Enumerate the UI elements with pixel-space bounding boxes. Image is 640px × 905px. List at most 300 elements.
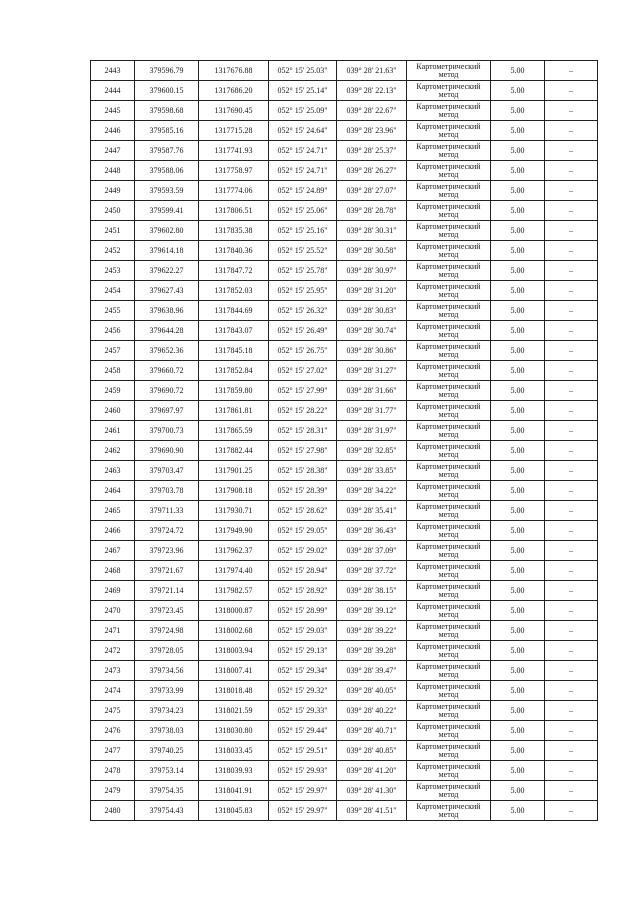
- method-cell: Картометрический метод: [407, 261, 491, 281]
- longitude-cell: 039° 28' 22.67": [337, 101, 407, 121]
- y-coordinate-cell: 1317861.81: [199, 401, 269, 421]
- accuracy-cell: 5.00: [491, 181, 545, 201]
- table-row: [91, 621, 598, 641]
- point-number-cell: 2452: [91, 241, 135, 261]
- longitude-cell: 039° 28' 23.96": [337, 121, 407, 141]
- method-cell: Картометрический метод: [407, 721, 491, 741]
- y-coordinate-cell: 1317844.69: [199, 301, 269, 321]
- x-coordinate-cell: 379738.03: [135, 721, 199, 741]
- note-cell: –: [545, 421, 598, 441]
- accuracy-cell: 5.00: [491, 161, 545, 181]
- method-cell: Картометрический метод: [407, 541, 491, 561]
- longitude-cell: 039° 28' 40.71": [337, 721, 407, 741]
- y-coordinate-cell: 1318030.80: [199, 721, 269, 741]
- latitude-cell: 052° 15' 25.06": [269, 201, 337, 221]
- y-coordinate-cell: 1317930.71: [199, 501, 269, 521]
- latitude-cell: 052° 15' 28.38": [269, 461, 337, 481]
- method-cell: Картометрический метод: [407, 221, 491, 241]
- accuracy-cell: 5.00: [491, 541, 545, 561]
- point-number-cell: 2454: [91, 281, 135, 301]
- longitude-cell: 039° 28' 40.85": [337, 741, 407, 761]
- y-coordinate-cell: 1317982.57: [199, 581, 269, 601]
- table-row: [91, 761, 598, 781]
- latitude-cell: 052° 15' 26.49": [269, 321, 337, 341]
- x-coordinate-cell: 379724.72: [135, 521, 199, 541]
- note-cell: –: [545, 461, 598, 481]
- note-cell: –: [545, 541, 598, 561]
- method-cell: Картометрический метод: [407, 641, 491, 661]
- latitude-cell: 052° 15' 28.94": [269, 561, 337, 581]
- method-cell: Картометрический метод: [407, 761, 491, 781]
- latitude-cell: 052° 15' 27.02": [269, 361, 337, 381]
- y-coordinate-cell: 1318002.68: [199, 621, 269, 641]
- accuracy-cell: 5.00: [491, 381, 545, 401]
- latitude-cell: 052° 15' 28.22": [269, 401, 337, 421]
- table-row: [91, 661, 598, 681]
- point-number-cell: 2464: [91, 481, 135, 501]
- table-row: [91, 541, 598, 561]
- note-cell: –: [545, 581, 598, 601]
- point-number-cell: 2458: [91, 361, 135, 381]
- table-row: [91, 321, 598, 341]
- note-cell: –: [545, 441, 598, 461]
- note-cell: –: [545, 681, 598, 701]
- table-row: [91, 241, 598, 261]
- y-coordinate-cell: 1317741.93: [199, 141, 269, 161]
- note-cell: –: [545, 521, 598, 541]
- method-cell: Картометрический метод: [407, 621, 491, 641]
- method-cell: Картометрический метод: [407, 681, 491, 701]
- point-number-cell: 2465: [91, 501, 135, 521]
- point-number-cell: 2466: [91, 521, 135, 541]
- note-cell: –: [545, 101, 598, 121]
- table-row: [91, 741, 598, 761]
- note-cell: –: [545, 301, 598, 321]
- x-coordinate-cell: 379753.14: [135, 761, 199, 781]
- accuracy-cell: 5.00: [491, 401, 545, 421]
- note-cell: –: [545, 361, 598, 381]
- point-number-cell: 2453: [91, 261, 135, 281]
- table-row: [91, 221, 598, 241]
- table-row: [91, 141, 598, 161]
- point-number-cell: 2471: [91, 621, 135, 641]
- point-number-cell: 2444: [91, 81, 135, 101]
- point-number-cell: 2449: [91, 181, 135, 201]
- note-cell: –: [545, 261, 598, 281]
- method-cell: Картометрический метод: [407, 581, 491, 601]
- point-number-cell: 2473: [91, 661, 135, 681]
- accuracy-cell: 5.00: [491, 261, 545, 281]
- accuracy-cell: 5.00: [491, 101, 545, 121]
- longitude-cell: 039° 28' 41.30": [337, 781, 407, 801]
- method-cell: Картометрический метод: [407, 601, 491, 621]
- accuracy-cell: 5.00: [491, 61, 545, 81]
- point-number-cell: 2479: [91, 781, 135, 801]
- x-coordinate-cell: 379728.05: [135, 641, 199, 661]
- x-coordinate-cell: 379585.16: [135, 121, 199, 141]
- longitude-cell: 039° 28' 41.51": [337, 801, 407, 821]
- x-coordinate-cell: 379627.43: [135, 281, 199, 301]
- point-number-cell: 2477: [91, 741, 135, 761]
- x-coordinate-cell: 379600.15: [135, 81, 199, 101]
- latitude-cell: 052° 15' 25.52": [269, 241, 337, 261]
- latitude-cell: 052° 15' 29.97": [269, 801, 337, 821]
- x-coordinate-cell: 379721.67: [135, 561, 199, 581]
- accuracy-cell: 5.00: [491, 561, 545, 581]
- accuracy-cell: 5.00: [491, 581, 545, 601]
- point-number-cell: 2461: [91, 421, 135, 441]
- point-number-cell: 2478: [91, 761, 135, 781]
- note-cell: –: [545, 501, 598, 521]
- point-number-cell: 2469: [91, 581, 135, 601]
- point-number-cell: 2480: [91, 801, 135, 821]
- table-row: [91, 441, 598, 461]
- latitude-cell: 052° 15' 28.99": [269, 601, 337, 621]
- note-cell: –: [545, 121, 598, 141]
- note-cell: –: [545, 81, 598, 101]
- latitude-cell: 052° 15' 29.03": [269, 621, 337, 641]
- method-cell: Картометрический метод: [407, 121, 491, 141]
- accuracy-cell: 5.00: [491, 201, 545, 221]
- x-coordinate-cell: 379652.36: [135, 341, 199, 361]
- accuracy-cell: 5.00: [491, 501, 545, 521]
- accuracy-cell: 5.00: [491, 521, 545, 541]
- latitude-cell: 052° 15' 28.62": [269, 501, 337, 521]
- method-cell: Картометрический метод: [407, 661, 491, 681]
- latitude-cell: 052° 15' 24.71": [269, 141, 337, 161]
- latitude-cell: 052° 15' 27.98": [269, 441, 337, 461]
- y-coordinate-cell: 1318045.83: [199, 801, 269, 821]
- note-cell: –: [545, 221, 598, 241]
- y-coordinate-cell: 1317845.18: [199, 341, 269, 361]
- longitude-cell: 039° 28' 30.86": [337, 341, 407, 361]
- accuracy-cell: 5.00: [491, 641, 545, 661]
- accuracy-cell: 5.00: [491, 681, 545, 701]
- point-number-cell: 2472: [91, 641, 135, 661]
- y-coordinate-cell: 1317852.84: [199, 361, 269, 381]
- x-coordinate-cell: 379734.23: [135, 701, 199, 721]
- longitude-cell: 039° 28' 36.43": [337, 521, 407, 541]
- note-cell: –: [545, 641, 598, 661]
- table-row: [91, 601, 598, 621]
- accuracy-cell: 5.00: [491, 321, 545, 341]
- accuracy-cell: 5.00: [491, 241, 545, 261]
- longitude-cell: 039° 28' 33.85": [337, 461, 407, 481]
- x-coordinate-cell: 379711.33: [135, 501, 199, 521]
- latitude-cell: 052° 15' 29.97": [269, 781, 337, 801]
- table-row: [91, 341, 598, 361]
- longitude-cell: 039° 28' 30.97": [337, 261, 407, 281]
- longitude-cell: 039° 28' 31.27": [337, 361, 407, 381]
- y-coordinate-cell: 1317847.72: [199, 261, 269, 281]
- point-number-cell: 2443: [91, 61, 135, 81]
- point-number-cell: 2460: [91, 401, 135, 421]
- note-cell: –: [545, 61, 598, 81]
- latitude-cell: 052° 15' 29.44": [269, 721, 337, 741]
- y-coordinate-cell: 1317882.44: [199, 441, 269, 461]
- longitude-cell: 039° 28' 37.72": [337, 561, 407, 581]
- note-cell: –: [545, 561, 598, 581]
- longitude-cell: 039° 28' 35.41": [337, 501, 407, 521]
- table-row: [91, 721, 598, 741]
- accuracy-cell: 5.00: [491, 281, 545, 301]
- latitude-cell: 052° 15' 26.75": [269, 341, 337, 361]
- latitude-cell: 052° 15' 25.03": [269, 61, 337, 81]
- longitude-cell: 039° 28' 31.97": [337, 421, 407, 441]
- point-number-cell: 2455: [91, 301, 135, 321]
- x-coordinate-cell: 379598.68: [135, 101, 199, 121]
- point-number-cell: 2447: [91, 141, 135, 161]
- point-number-cell: 2470: [91, 601, 135, 621]
- x-coordinate-cell: 379602.80: [135, 221, 199, 241]
- table-row: [91, 361, 598, 381]
- y-coordinate-cell: 1317852.03: [199, 281, 269, 301]
- note-cell: –: [545, 201, 598, 221]
- longitude-cell: 039° 28' 31.77": [337, 401, 407, 421]
- point-number-cell: 2450: [91, 201, 135, 221]
- table-row: [91, 481, 598, 501]
- note-cell: –: [545, 381, 598, 401]
- accuracy-cell: 5.00: [491, 701, 545, 721]
- latitude-cell: 052° 15' 28.92": [269, 581, 337, 601]
- point-number-cell: 2475: [91, 701, 135, 721]
- y-coordinate-cell: 1317949.90: [199, 521, 269, 541]
- method-cell: Картометрический метод: [407, 801, 491, 821]
- note-cell: –: [545, 621, 598, 641]
- x-coordinate-cell: 379724.98: [135, 621, 199, 641]
- accuracy-cell: 5.00: [491, 141, 545, 161]
- method-cell: Картометрический метод: [407, 181, 491, 201]
- point-number-cell: 2446: [91, 121, 135, 141]
- x-coordinate-cell: 379614.18: [135, 241, 199, 261]
- note-cell: –: [545, 661, 598, 681]
- longitude-cell: 039° 28' 31.66": [337, 381, 407, 401]
- longitude-cell: 039° 28' 30.58": [337, 241, 407, 261]
- latitude-cell: 052° 15' 28.31": [269, 421, 337, 441]
- y-coordinate-cell: 1317774.06: [199, 181, 269, 201]
- x-coordinate-cell: 379690.90: [135, 441, 199, 461]
- method-cell: Картометрический метод: [407, 101, 491, 121]
- table-row: [91, 581, 598, 601]
- point-number-cell: 2476: [91, 721, 135, 741]
- y-coordinate-cell: 1317835.38: [199, 221, 269, 241]
- y-coordinate-cell: 1317758.97: [199, 161, 269, 181]
- table-row: [91, 461, 598, 481]
- x-coordinate-cell: 379700.73: [135, 421, 199, 441]
- note-cell: –: [545, 181, 598, 201]
- latitude-cell: 052° 15' 28.39": [269, 481, 337, 501]
- y-coordinate-cell: 1318003.94: [199, 641, 269, 661]
- point-number-cell: 2456: [91, 321, 135, 341]
- method-cell: Картометрический метод: [407, 521, 491, 541]
- table-row: [91, 641, 598, 661]
- table-row: [91, 401, 598, 421]
- x-coordinate-cell: 379734.56: [135, 661, 199, 681]
- y-coordinate-cell: 1318000.87: [199, 601, 269, 621]
- accuracy-cell: 5.00: [491, 301, 545, 321]
- x-coordinate-cell: 379754.43: [135, 801, 199, 821]
- longitude-cell: 039° 28' 30.83": [337, 301, 407, 321]
- accuracy-cell: 5.00: [491, 741, 545, 761]
- method-cell: Картометрический метод: [407, 401, 491, 421]
- y-coordinate-cell: 1317962.37: [199, 541, 269, 561]
- accuracy-cell: 5.00: [491, 621, 545, 641]
- longitude-cell: 039° 28' 40.05": [337, 681, 407, 701]
- y-coordinate-cell: 1318039.93: [199, 761, 269, 781]
- y-coordinate-cell: 1318021.59: [199, 701, 269, 721]
- y-coordinate-cell: 1317859.80: [199, 381, 269, 401]
- table-row: [91, 381, 598, 401]
- table-row: [91, 301, 598, 321]
- longitude-cell: 039° 28' 38.15": [337, 581, 407, 601]
- table-row: [91, 281, 598, 301]
- accuracy-cell: 5.00: [491, 361, 545, 381]
- longitude-cell: 039° 28' 30.31": [337, 221, 407, 241]
- latitude-cell: 052° 15' 26.32": [269, 301, 337, 321]
- note-cell: –: [545, 601, 598, 621]
- coordinates-table: [90, 60, 598, 821]
- note-cell: –: [545, 801, 598, 821]
- latitude-cell: 052° 15' 25.95": [269, 281, 337, 301]
- x-coordinate-cell: 379638.96: [135, 301, 199, 321]
- latitude-cell: 052° 15' 29.34": [269, 661, 337, 681]
- accuracy-cell: 5.00: [491, 81, 545, 101]
- note-cell: –: [545, 161, 598, 181]
- note-cell: –: [545, 481, 598, 501]
- table-row: [91, 81, 598, 101]
- x-coordinate-cell: 379596.79: [135, 61, 199, 81]
- x-coordinate-cell: 379703.78: [135, 481, 199, 501]
- accuracy-cell: 5.00: [491, 721, 545, 741]
- point-number-cell: 2448: [91, 161, 135, 181]
- x-coordinate-cell: 379587.76: [135, 141, 199, 161]
- point-number-cell: 2463: [91, 461, 135, 481]
- method-cell: Картометрический метод: [407, 481, 491, 501]
- y-coordinate-cell: 1317686.20: [199, 81, 269, 101]
- note-cell: –: [545, 321, 598, 341]
- table-row: [91, 561, 598, 581]
- coordinates-table-body: [91, 61, 598, 821]
- y-coordinate-cell: 1317676.88: [199, 61, 269, 81]
- method-cell: Картометрический метод: [407, 421, 491, 441]
- accuracy-cell: 5.00: [491, 661, 545, 681]
- longitude-cell: 039° 28' 25.37": [337, 141, 407, 161]
- table-row: [91, 681, 598, 701]
- y-coordinate-cell: 1317974.40: [199, 561, 269, 581]
- point-number-cell: 2467: [91, 541, 135, 561]
- method-cell: Картометрический метод: [407, 141, 491, 161]
- accuracy-cell: 5.00: [491, 121, 545, 141]
- note-cell: –: [545, 241, 598, 261]
- note-cell: –: [545, 141, 598, 161]
- longitude-cell: 039° 28' 39.22": [337, 621, 407, 641]
- y-coordinate-cell: 1317865.59: [199, 421, 269, 441]
- y-coordinate-cell: 1317715.28: [199, 121, 269, 141]
- latitude-cell: 052° 15' 25.09": [269, 101, 337, 121]
- latitude-cell: 052° 15' 25.16": [269, 221, 337, 241]
- y-coordinate-cell: 1318018.48: [199, 681, 269, 701]
- accuracy-cell: 5.00: [491, 461, 545, 481]
- method-cell: Картометрический метод: [407, 441, 491, 461]
- table-row: [91, 101, 598, 121]
- x-coordinate-cell: 379723.45: [135, 601, 199, 621]
- method-cell: Картометрический метод: [407, 281, 491, 301]
- longitude-cell: 039° 28' 27.07": [337, 181, 407, 201]
- latitude-cell: 052° 15' 27.99": [269, 381, 337, 401]
- method-cell: Картометрический метод: [407, 241, 491, 261]
- note-cell: –: [545, 281, 598, 301]
- longitude-cell: 039° 28' 37.09": [337, 541, 407, 561]
- x-coordinate-cell: 379740.25: [135, 741, 199, 761]
- y-coordinate-cell: 1318041.91: [199, 781, 269, 801]
- method-cell: Картометрический метод: [407, 781, 491, 801]
- longitude-cell: 039° 28' 32.85": [337, 441, 407, 461]
- method-cell: Картометрический метод: [407, 501, 491, 521]
- point-number-cell: 2451: [91, 221, 135, 241]
- note-cell: –: [545, 781, 598, 801]
- method-cell: Картометрический метод: [407, 381, 491, 401]
- point-number-cell: 2459: [91, 381, 135, 401]
- note-cell: –: [545, 741, 598, 761]
- x-coordinate-cell: 379754.35: [135, 781, 199, 801]
- method-cell: Картометрический метод: [407, 161, 491, 181]
- method-cell: Картометрический метод: [407, 61, 491, 81]
- table-row: [91, 501, 598, 521]
- x-coordinate-cell: 379733.99: [135, 681, 199, 701]
- y-coordinate-cell: 1317843.07: [199, 321, 269, 341]
- table-row: [91, 421, 598, 441]
- latitude-cell: 052° 15' 29.51": [269, 741, 337, 761]
- longitude-cell: 039° 28' 26.27": [337, 161, 407, 181]
- latitude-cell: 052° 15' 29.93": [269, 761, 337, 781]
- latitude-cell: 052° 15' 29.02": [269, 541, 337, 561]
- latitude-cell: 052° 15' 29.33": [269, 701, 337, 721]
- method-cell: Картометрический метод: [407, 321, 491, 341]
- method-cell: Картометрический метод: [407, 301, 491, 321]
- point-number-cell: 2457: [91, 341, 135, 361]
- y-coordinate-cell: 1318007.41: [199, 661, 269, 681]
- method-cell: Картометрический метод: [407, 201, 491, 221]
- longitude-cell: 039° 28' 34.22": [337, 481, 407, 501]
- x-coordinate-cell: 379703.47: [135, 461, 199, 481]
- latitude-cell: 052° 15' 25.14": [269, 81, 337, 101]
- y-coordinate-cell: 1317908.18: [199, 481, 269, 501]
- y-coordinate-cell: 1318033.45: [199, 741, 269, 761]
- longitude-cell: 039° 28' 31.20": [337, 281, 407, 301]
- latitude-cell: 052° 15' 24.64": [269, 121, 337, 141]
- point-number-cell: 2462: [91, 441, 135, 461]
- method-cell: Картометрический метод: [407, 741, 491, 761]
- note-cell: –: [545, 721, 598, 741]
- table-row: [91, 701, 598, 721]
- table-row: [91, 261, 598, 281]
- accuracy-cell: 5.00: [491, 421, 545, 441]
- y-coordinate-cell: 1317840.36: [199, 241, 269, 261]
- x-coordinate-cell: 379660.72: [135, 361, 199, 381]
- y-coordinate-cell: 1317690.45: [199, 101, 269, 121]
- method-cell: Картометрический метод: [407, 361, 491, 381]
- x-coordinate-cell: 379588.06: [135, 161, 199, 181]
- point-number-cell: 2445: [91, 101, 135, 121]
- method-cell: Картометрический метод: [407, 701, 491, 721]
- longitude-cell: 039° 28' 22.13": [337, 81, 407, 101]
- latitude-cell: 052° 15' 29.05": [269, 521, 337, 541]
- accuracy-cell: 5.00: [491, 221, 545, 241]
- longitude-cell: 039° 28' 39.12": [337, 601, 407, 621]
- point-number-cell: 2474: [91, 681, 135, 701]
- method-cell: Картометрический метод: [407, 561, 491, 581]
- table-row: [91, 161, 598, 181]
